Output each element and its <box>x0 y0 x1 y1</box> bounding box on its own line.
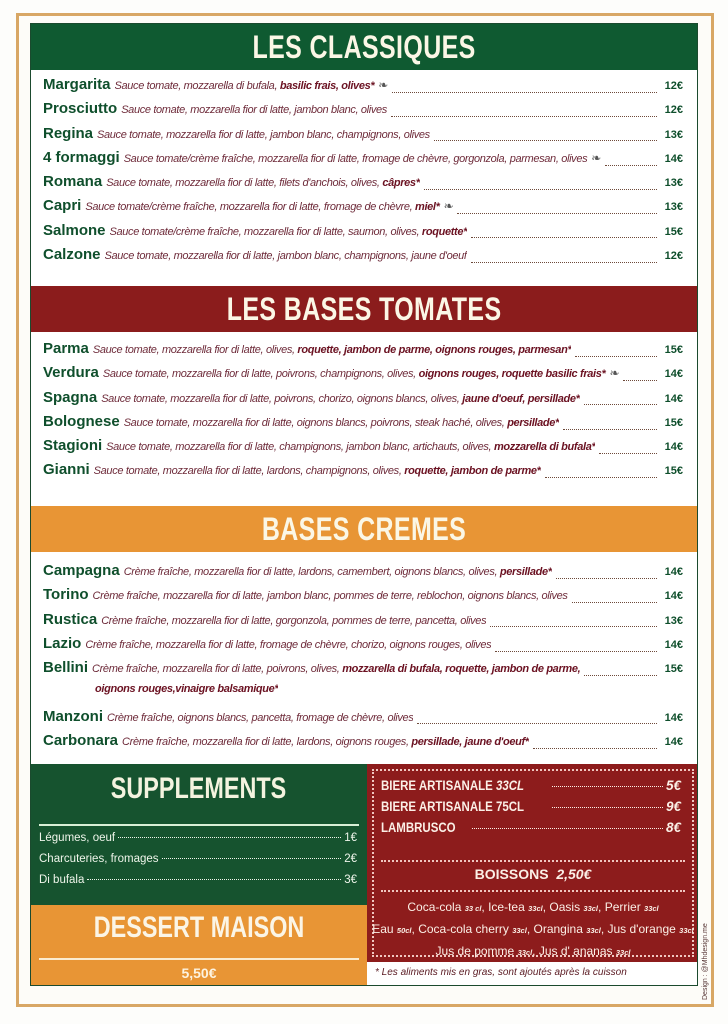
supplement-label: Légumes, oeuf <box>39 832 116 844</box>
supplement-label: Charcuteries, fromages <box>39 853 159 865</box>
item-description <box>85 639 491 651</box>
item-name: Salmone <box>43 221 106 239</box>
soft-drink-size: 33cl <box>615 948 631 957</box>
item-added-after-cooking: oignons rouges,vinaigre balsamique* <box>95 683 279 696</box>
leader-dots <box>391 116 657 117</box>
item-name: Prosciutto <box>43 100 118 118</box>
menu-item <box>43 364 683 388</box>
supplement-label: Di bufala <box>39 874 85 886</box>
leader-dots <box>552 786 663 787</box>
item-price: 14€ <box>664 711 683 724</box>
supplement-row <box>39 853 357 874</box>
item-description <box>97 129 430 141</box>
menu-item <box>43 389 683 413</box>
soft-drink-name: Jus d' ananas <box>538 944 616 958</box>
menu-item <box>43 461 683 485</box>
item-added-after-cooking: roquette, jambon de parme, oignons rouges, parmesan* <box>297 344 572 356</box>
drink-row <box>381 820 681 841</box>
soft-drink-size: 33cl <box>528 904 543 913</box>
item-ingredients: Crème fraîche, mozzarella fior di latte, lardons, oignons rouges, <box>122 736 412 749</box>
section-header-classiques <box>31 24 697 70</box>
item-price: 14€ <box>664 638 683 651</box>
item-name: Spagna <box>43 388 98 406</box>
item-name: Carbonara <box>43 732 119 750</box>
item-added-after-cooking: miel* <box>415 201 440 214</box>
leader-dots <box>575 356 657 357</box>
leader-dots <box>490 626 657 627</box>
leader-dots <box>424 189 657 190</box>
leader-dots <box>556 578 657 579</box>
leader-dots <box>495 651 657 652</box>
item-description <box>115 78 388 92</box>
item-price: 14€ <box>664 152 683 165</box>
drink-price: 8€ <box>665 820 681 835</box>
item-description <box>107 712 413 724</box>
item-price: 15€ <box>664 465 683 478</box>
item-added-after-cooking: oignons rouges, roquette basilic frais* <box>418 368 606 381</box>
item-price: 14€ <box>664 392 683 405</box>
menu-item <box>43 562 683 586</box>
item-name: Margarita <box>43 76 111 93</box>
item-added-after-cooking: persillade* <box>499 566 552 578</box>
item-description <box>103 366 619 380</box>
item-added-after-cooking: jaune d'oeuf, persillade* <box>462 392 580 405</box>
boissons-price: 2,50€ <box>556 866 592 882</box>
item-ingredients: Sauce tomate, mozzarella fior di latte, lardons, champignons, olives, <box>93 465 405 478</box>
leaf-pair-icon: ❧ <box>609 366 620 381</box>
section-title: LES CLASSIQUES <box>252 28 476 65</box>
item-ingredients: Sauce tomate/crème fraîche, mozzarella fior di latte, fromage de chèvre, <box>85 201 416 214</box>
soft-drink-name: Eau <box>372 922 397 936</box>
menu-item <box>43 149 683 173</box>
leader-dots <box>545 477 657 478</box>
item-name: Gianni <box>43 461 90 479</box>
leader-dots <box>584 675 657 676</box>
supplements-panel <box>31 764 367 905</box>
cremes-list <box>31 562 697 756</box>
soft-drink-name: Jus d'orange <box>607 922 680 936</box>
soft-drink-size: 33cl <box>512 926 527 935</box>
soft-drink-size: 33cl <box>586 926 601 935</box>
item-ingredients: Sauce tomate, mozzarella fior di latte, olives, <box>92 344 298 356</box>
menu-item <box>43 732 683 756</box>
menu-item <box>43 413 683 437</box>
item-ingredients: Crème fraîche, mozzarella fior di latte, poivrons, olives, <box>92 663 343 676</box>
dessert-panel <box>31 905 367 986</box>
item-description <box>101 393 579 405</box>
item-added-after-cooking: roquette, jambon de parme* <box>404 465 541 478</box>
item-name: Parma <box>43 340 89 357</box>
item-description <box>110 226 468 238</box>
leader-dots <box>471 262 657 263</box>
dotted-divider <box>381 860 685 862</box>
item-description <box>85 199 453 213</box>
item-added-after-cooking: roquette* <box>421 225 468 238</box>
menu-item <box>43 586 683 610</box>
drink-row <box>381 799 681 820</box>
menu-item <box>43 635 683 659</box>
menu-inner-panel <box>30 23 698 986</box>
drink-price: 5€ <box>665 778 681 793</box>
supplement-row <box>39 874 357 895</box>
soft-drinks-list <box>367 897 698 963</box>
drink-label: BIERE ARTISANALE 33CL <box>381 778 525 793</box>
item-description <box>124 151 601 165</box>
item-name: Bellini <box>43 659 89 677</box>
item-price: 14€ <box>664 736 683 749</box>
classiques-list <box>31 76 697 270</box>
dessert-title: DESSERT MAISON <box>93 911 305 944</box>
menu-item <box>43 76 683 100</box>
soft-drinks-line: Eau 50cl, Coca-cola cherry 33cl, Orangina 33cl, Jus d'orange 33cl <box>372 922 694 936</box>
boissons-title: BOISSONS 2,50€ <box>474 866 592 882</box>
item-ingredients: Sauce tomate, mozzarella di bufala, <box>114 80 280 92</box>
soft-drink-size: 33cl <box>644 904 659 913</box>
footnote: * Les aliments mis en gras, sont ajoutés après la cuisson <box>375 967 627 978</box>
menu-item <box>43 125 683 149</box>
item-description <box>124 566 552 578</box>
soft-drink-name: Coca-cola <box>407 900 465 914</box>
supplements-title: SUPPLEMENTS <box>111 772 287 805</box>
item-description <box>124 417 559 429</box>
item-added-after-cooking: mozzarella di bufala* <box>493 441 596 454</box>
leader-dots <box>599 453 657 454</box>
soft-drink-size: 33cl <box>517 948 533 957</box>
leader-dots <box>434 140 657 141</box>
leader-dots <box>584 404 657 405</box>
leader-dots <box>471 237 657 238</box>
leader-dots <box>118 837 341 838</box>
leader-dots <box>87 879 341 880</box>
leader-dots <box>162 858 342 859</box>
item-description <box>93 344 572 356</box>
item-description <box>122 736 529 748</box>
section-title: LES BASES TOMATES <box>226 290 502 327</box>
dotted-divider <box>381 890 685 892</box>
item-ingredients: Sauce tomate/crème fraîche, mozzarella fior di latte, saumon, olives, <box>109 225 422 238</box>
drink-label: BIERE ARTISANALE 75CL <box>381 799 525 814</box>
item-description <box>106 441 595 453</box>
item-added-after-cooking: câpres* <box>382 177 420 190</box>
item-price: 15€ <box>664 344 683 356</box>
item-price: 12€ <box>664 250 683 263</box>
section-header-cremes <box>31 506 697 552</box>
soft-drink-size: 50cl <box>396 926 412 935</box>
soft-drink-size: 33cl <box>583 904 599 913</box>
menu-item <box>43 100 683 124</box>
item-ingredients: Crème fraîche, mozzarella fior di latte, lardons, camembert, oignons blancs, olives, <box>123 566 500 578</box>
supplements-list <box>39 832 357 895</box>
item-price: 14€ <box>664 441 683 454</box>
item-name: Regina <box>43 124 94 142</box>
supplement-price: 2€ <box>344 853 357 865</box>
soft-drink-name: Coca-cola cherry <box>418 922 513 936</box>
item-price: 15€ <box>664 416 683 429</box>
item-description <box>121 104 387 116</box>
menu-item <box>43 222 683 246</box>
item-ingredients: Sauce tomate, mozzarella fior di latte, filets d'anchois, olives, <box>106 177 383 190</box>
item-name: Bolognese <box>43 412 120 430</box>
leader-dots <box>623 380 657 381</box>
menu-item <box>43 173 683 197</box>
item-price: 15€ <box>664 225 683 238</box>
item-description <box>93 590 568 602</box>
item-ingredients: Sauce tomate, mozzarella fior di latte, poivrons, champignons, olives, <box>102 368 419 381</box>
menu-item <box>43 340 683 364</box>
item-added-after-cooking: persillade, jaune d'oeuf* <box>411 736 529 749</box>
dessert-price: 5,50€ <box>181 965 217 981</box>
item-ingredients: Sauce tomate, mozzarella fior di latte, poivrons, chorizo, oignons blancs, olives, <box>101 392 463 405</box>
item-description <box>106 177 419 189</box>
item-price: 12€ <box>664 80 683 92</box>
divider <box>39 824 359 826</box>
leader-dots <box>472 828 663 829</box>
soft-drink-size: 33 cl <box>464 904 482 913</box>
menu-item <box>43 197 683 221</box>
drink-price: 9€ <box>665 799 681 814</box>
leaf-pair-icon: ❧ <box>591 150 601 165</box>
item-name: Capri <box>43 197 82 215</box>
item-price: 12€ <box>664 104 683 117</box>
item-price: 13€ <box>664 177 683 190</box>
item-description <box>101 615 486 627</box>
supplement-row <box>39 832 357 853</box>
item-ingredients: Sauce tomate, mozzarella fior di latte, jambon blanc, champignons, olives <box>97 128 430 141</box>
leader-dots <box>417 723 657 724</box>
item-added-after-cooking: persillade* <box>507 416 559 429</box>
item-name: Torino <box>43 586 89 604</box>
leader-dots <box>533 748 657 749</box>
menu-item <box>43 659 683 683</box>
item-description <box>105 250 467 262</box>
item-ingredients: Sauce tomate, mozzarella fior di latte, jambon blanc, olives <box>121 104 387 117</box>
soft-drink-size: 33cl <box>679 926 694 935</box>
item-price: 14€ <box>664 566 683 578</box>
menu-item <box>43 437 683 461</box>
item-added-after-cooking: mozzarella di bufala, roquette, jambon de parme, <box>342 663 581 676</box>
leader-dots <box>392 92 657 93</box>
item-name: Calzone <box>43 246 101 264</box>
item-name: Stagioni <box>43 437 103 455</box>
menu-item <box>43 611 683 635</box>
soft-drink-name: Ice-tea <box>488 900 529 914</box>
supplement-price: 3€ <box>344 874 357 886</box>
item-name: Verdura <box>43 364 99 382</box>
item-ingredients: Sauce tomate, mozzarella fior di latte, champignons, jambon blanc, artichauts, olives, <box>106 441 494 454</box>
leaf-pair-icon: ❧ <box>378 78 389 92</box>
soft-drink-name: Perrier <box>604 900 645 914</box>
item-ingredients: Crème fraîche, mozzarella fior di latte, jambon blanc, pommes de terre, reblochon, oignons blancs, olives <box>92 590 568 603</box>
soft-drinks-line: Jus de pomme 33cl, Jus d' ananas 33cl <box>435 944 631 958</box>
item-price: 13€ <box>664 201 683 214</box>
item-name: Rustica <box>43 610 98 628</box>
menu-item <box>43 708 683 732</box>
item-description <box>94 465 541 477</box>
drink-label: LAMBRUSCO <box>381 820 456 835</box>
item-name: Campagna <box>43 562 120 579</box>
leader-dots <box>552 807 663 808</box>
item-name: 4 formaggi <box>43 148 120 166</box>
item-ingredients: Crème fraîche, mozzarella fior di latte, fromage de chèvre, chorizo, oignons rouges, olives <box>85 638 492 651</box>
design-credit: Design : @Mhdesign.me <box>702 923 709 1000</box>
item-ingredients: Crème fraîche, mozzarella fior di latte, gorgonzola, pommes de terre, pancetta, olives <box>101 614 487 627</box>
tomates-list <box>31 340 697 486</box>
item-added-after-cooking: basilic frais, olives* <box>279 80 375 92</box>
item-name: Manzoni <box>43 707 103 725</box>
soft-drink-name: Oasis <box>549 900 584 914</box>
menu-item <box>43 246 683 270</box>
alcohol-list <box>381 778 681 841</box>
item-price: 13€ <box>664 614 683 627</box>
item-ingredients: Sauce tomate, mozzarella fior di latte, oignons blancs, poivrons, steak haché, olives, <box>123 416 508 429</box>
section-title: BASES CREMES <box>261 510 467 547</box>
menu-item-continuation <box>43 683 683 707</box>
leader-dots <box>605 165 657 166</box>
drink-row <box>381 778 681 799</box>
soft-drink-name: Jus de pomme <box>435 944 518 958</box>
item-name: Romana <box>43 173 103 191</box>
item-price: 13€ <box>664 128 683 141</box>
item-price: 14€ <box>664 368 683 381</box>
supplement-price: 1€ <box>344 832 357 844</box>
item-name: Lazio <box>43 634 82 652</box>
soft-drinks-line: Coca-cola 33 cl, Ice-tea 33cl, Oasis 33cl, Perrier 33cl <box>407 900 659 914</box>
leaf-pair-icon: ❧ <box>443 199 454 214</box>
item-ingredients: Sauce tomate, mozzarella fior di latte, jambon blanc, champignons, jaune d'oeuf <box>104 250 467 263</box>
leader-dots <box>563 429 657 430</box>
drinks-panel <box>367 764 698 962</box>
leader-dots <box>572 602 657 603</box>
soft-drink-name: Orangina <box>533 922 587 936</box>
item-ingredients: Sauce tomate/crème fraîche, mozzarella fior di latte, fromage de chèvre, gorgonzola, parmesan, olives <box>123 152 588 165</box>
item-ingredients: Crème fraîche, oignons blancs, pancetta, fromage de chèvre, olives <box>107 711 414 724</box>
item-price: 14€ <box>664 590 683 603</box>
item-price: 15€ <box>664 663 683 676</box>
leader-dots <box>457 213 657 214</box>
divider <box>39 958 359 960</box>
section-header-tomates <box>31 286 697 332</box>
item-description <box>92 663 580 675</box>
